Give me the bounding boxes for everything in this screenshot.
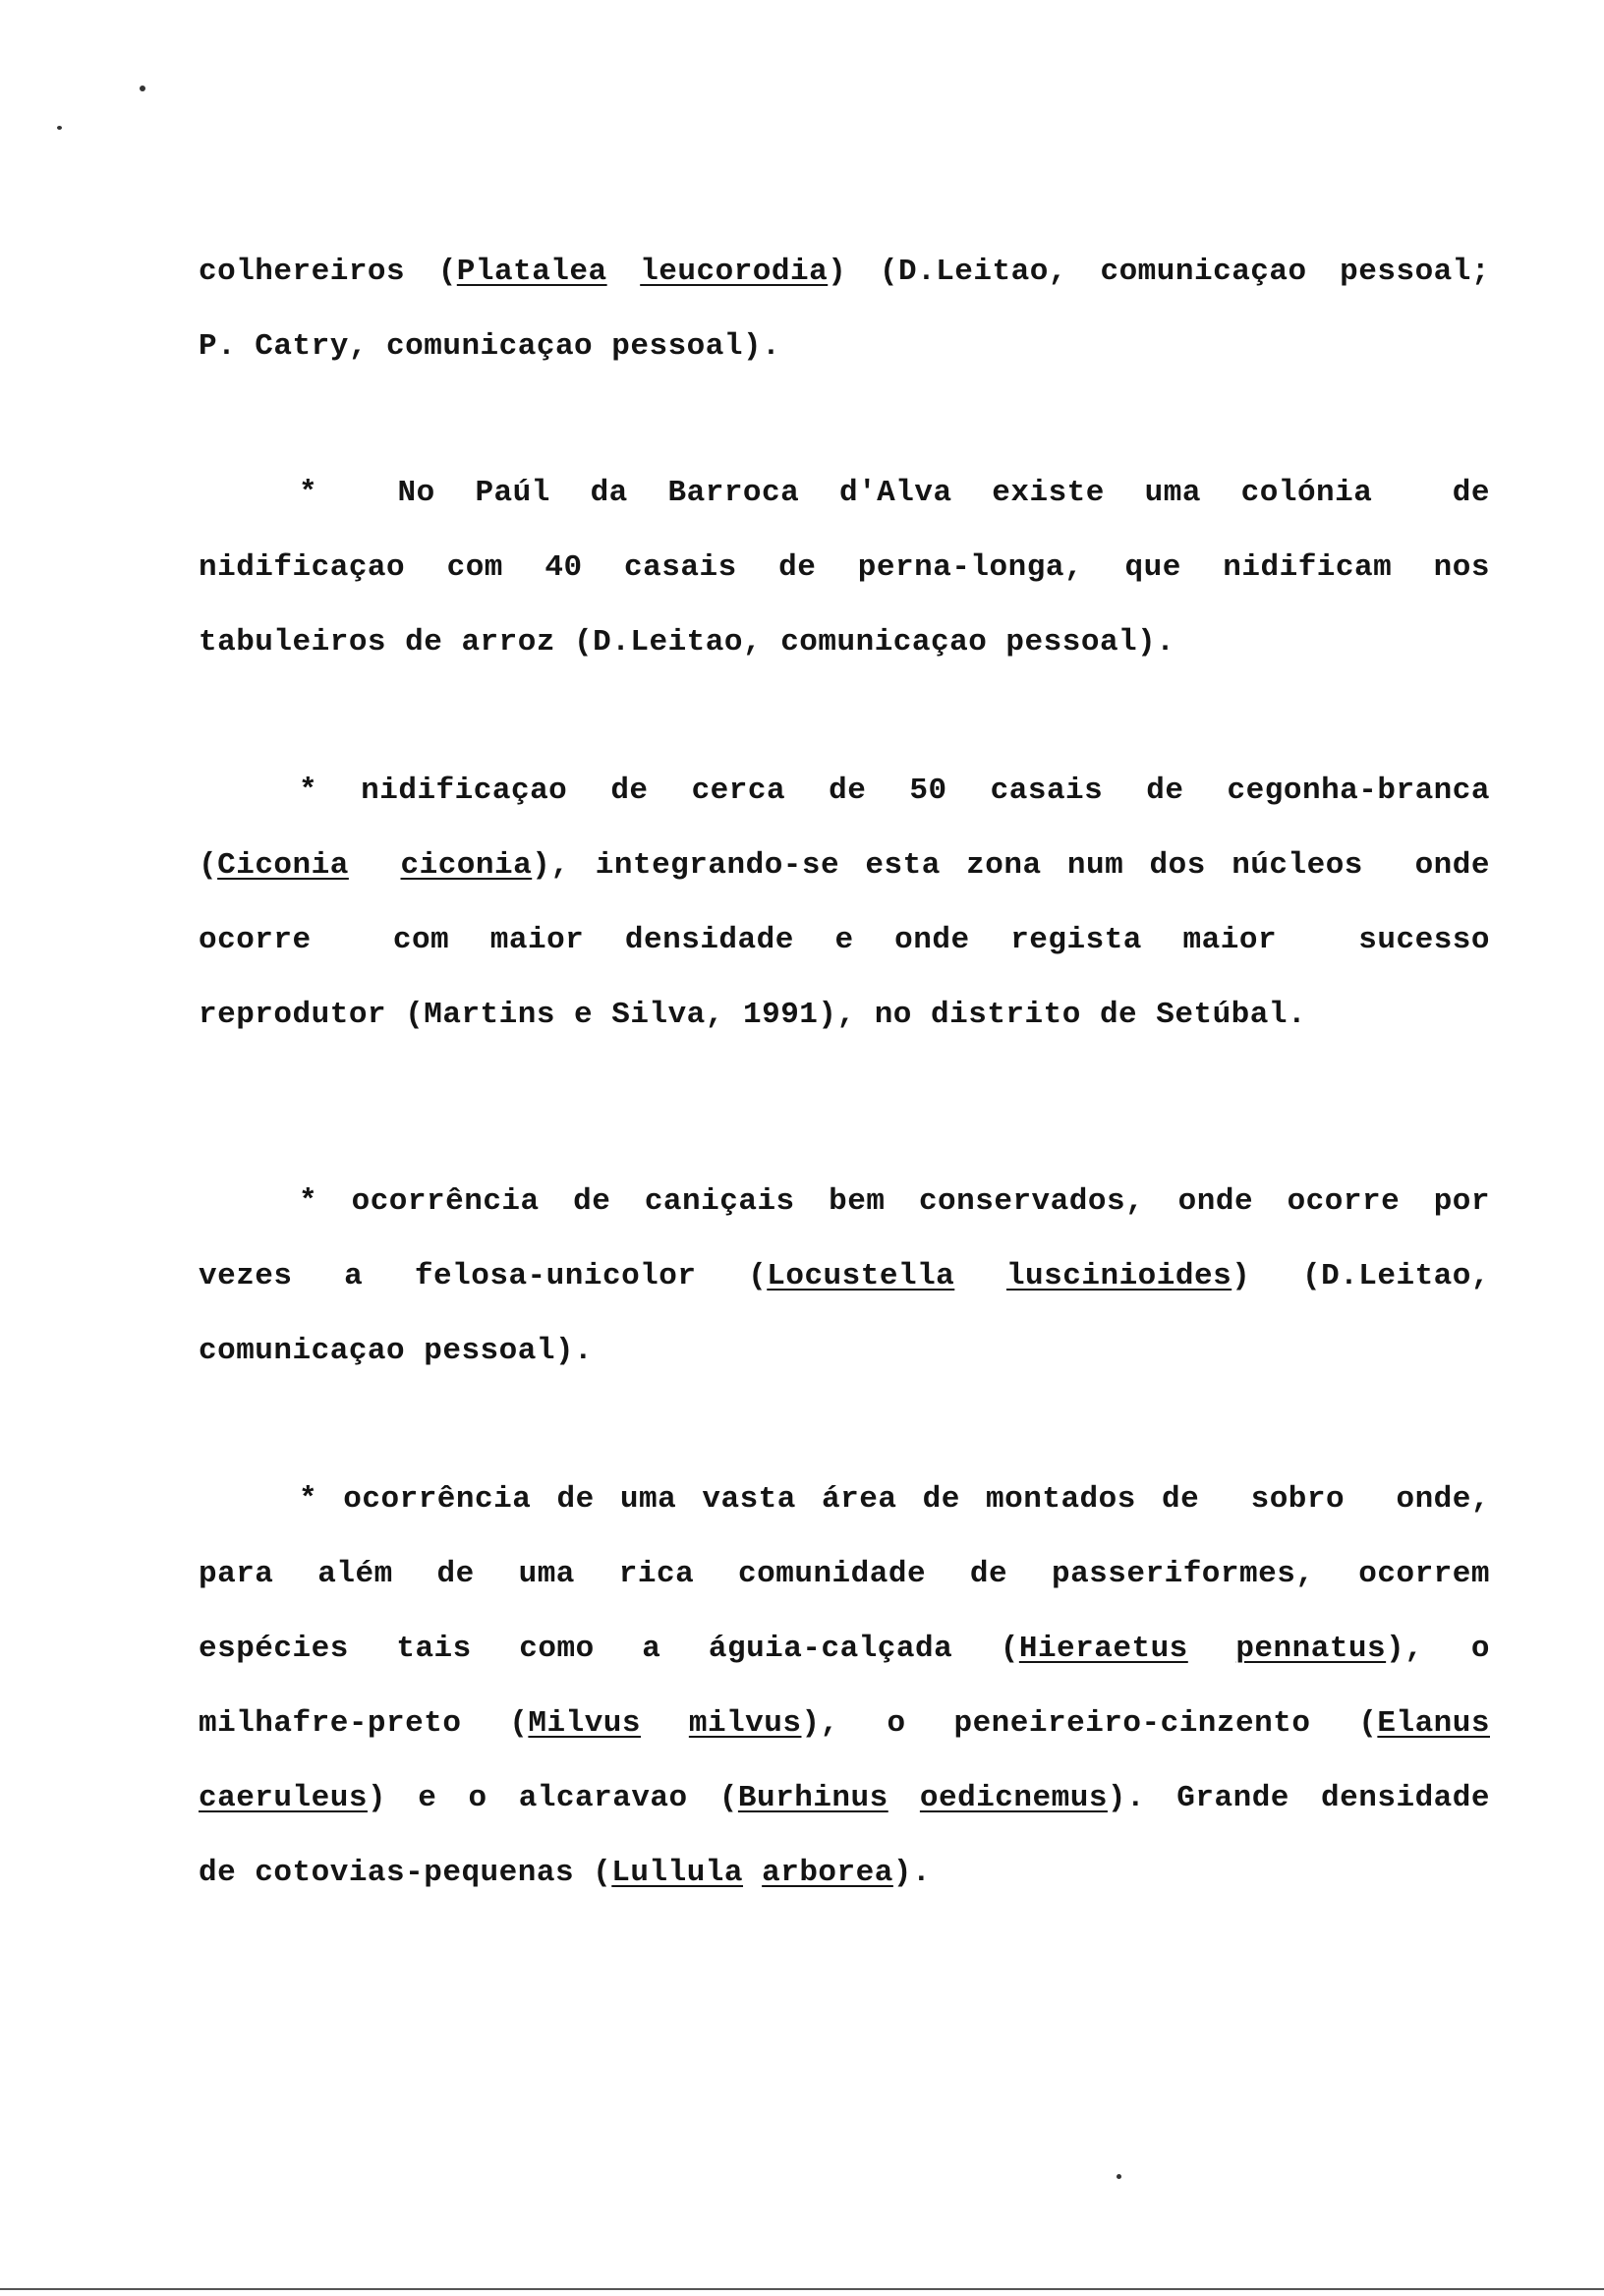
text-segment: P. Catry, comunicaçao pessoal). — [199, 329, 781, 364]
text-line — [199, 846, 1490, 886]
text-segment: espécies tais como a águia-calçada ( — [199, 1632, 1019, 1666]
text-line — [199, 1257, 1490, 1296]
scan-speck — [1117, 2174, 1121, 2179]
text-segment — [607, 255, 641, 289]
text-line — [299, 772, 1490, 811]
text-line — [199, 1332, 1490, 1371]
species-name: pennatus — [1235, 1632, 1387, 1666]
species-name: Hieraetus — [1018, 1632, 1188, 1666]
text-segment — [954, 1259, 1006, 1293]
species-name: luscinioides — [1005, 1259, 1232, 1293]
text-segment: ), integrando-se esta zona num dos núcleos onde — [532, 848, 1490, 883]
text-segment — [641, 1706, 689, 1741]
text-line — [199, 921, 1490, 960]
text-segment: ), o peneireiro-cinzento ( — [801, 1706, 1378, 1741]
species-name: ciconia — [400, 848, 533, 883]
text-line — [199, 1704, 1490, 1744]
text-segment: * No Paúl da Barroca d'Alva existe uma colónia de — [299, 476, 1490, 510]
species-name: Locustella — [767, 1259, 955, 1293]
text-segment — [888, 1781, 920, 1815]
species-name: arborea — [762, 1856, 893, 1890]
text-line — [199, 548, 1490, 588]
text-segment: comunicaçao pessoal). — [199, 1334, 594, 1368]
species-name: Platalea — [456, 255, 607, 289]
species-name: Lullula — [611, 1856, 744, 1890]
species-name: caeruleus — [199, 1781, 368, 1815]
species-name: oedicnemus — [919, 1781, 1108, 1815]
text-segment: * ocorrência de uma vasta área de montados de sobro onde, — [299, 1482, 1490, 1517]
text-segment: para além de uma rica comunidade de passeriformes, ocorrem — [199, 1557, 1490, 1591]
text-line — [199, 996, 1490, 1035]
text-segment — [1188, 1632, 1236, 1666]
text-segment: milhafre-preto ( — [199, 1706, 529, 1741]
text-segment — [349, 848, 401, 883]
species-name: Ciconia — [217, 848, 349, 883]
species-name: milvus — [688, 1706, 802, 1741]
scan-speck — [140, 86, 145, 91]
text-line — [199, 1555, 1490, 1594]
text-segment: nidificaçao com 40 casais de perna-longa, que nidificam nos — [199, 550, 1490, 585]
text-line — [199, 1854, 1490, 1893]
text-segment: de cotovias-pequenas ( — [199, 1856, 612, 1890]
text-line — [199, 253, 1490, 292]
species-name: Burhinus — [737, 1781, 888, 1815]
text-segment: ), o — [1386, 1632, 1490, 1666]
text-segment: ( — [199, 848, 218, 883]
scan-edge-line — [0, 2288, 1604, 2290]
text-line — [299, 1182, 1490, 1222]
text-line — [299, 1480, 1490, 1520]
text-line — [299, 474, 1490, 513]
text-line — [199, 1630, 1490, 1669]
text-segment: ) e o alcaravao ( — [367, 1781, 738, 1815]
text-line — [199, 1779, 1490, 1818]
text-segment: * nidificaçao de cerca de 50 casais de cegonha-branca — [299, 774, 1490, 808]
species-name: leucorodia — [640, 255, 829, 289]
text-segment: vezes a felosa-unicolor ( — [199, 1259, 768, 1293]
text-line — [199, 623, 1490, 662]
text-segment — [743, 1856, 762, 1890]
text-segment: ocorre com maior densidade e onde regista maior sucesso — [199, 923, 1490, 957]
species-name: Elanus — [1377, 1706, 1490, 1741]
text-segment: ). Grande densidade — [1107, 1781, 1490, 1815]
text-segment: colhereiros ( — [199, 255, 457, 289]
scan-speck — [57, 126, 62, 130]
species-name: Milvus — [528, 1706, 642, 1741]
text-segment: reprodutor (Martins e Silva, 1991), no distrito de Setúbal. — [199, 998, 1307, 1032]
text-segment: ) (D.Leitao, — [1232, 1259, 1490, 1293]
text-segment: ) (D.Leitao, comunicaçao pessoal; — [828, 255, 1490, 289]
text-line — [199, 327, 1490, 367]
text-segment: ). — [892, 1856, 932, 1890]
text-segment: tabuleiros de arroz (D.Leitao, comunicaçao pessoal). — [199, 625, 1175, 660]
text-segment: * ocorrência de caniçais bem conservados, onde ocorre por — [299, 1184, 1490, 1219]
